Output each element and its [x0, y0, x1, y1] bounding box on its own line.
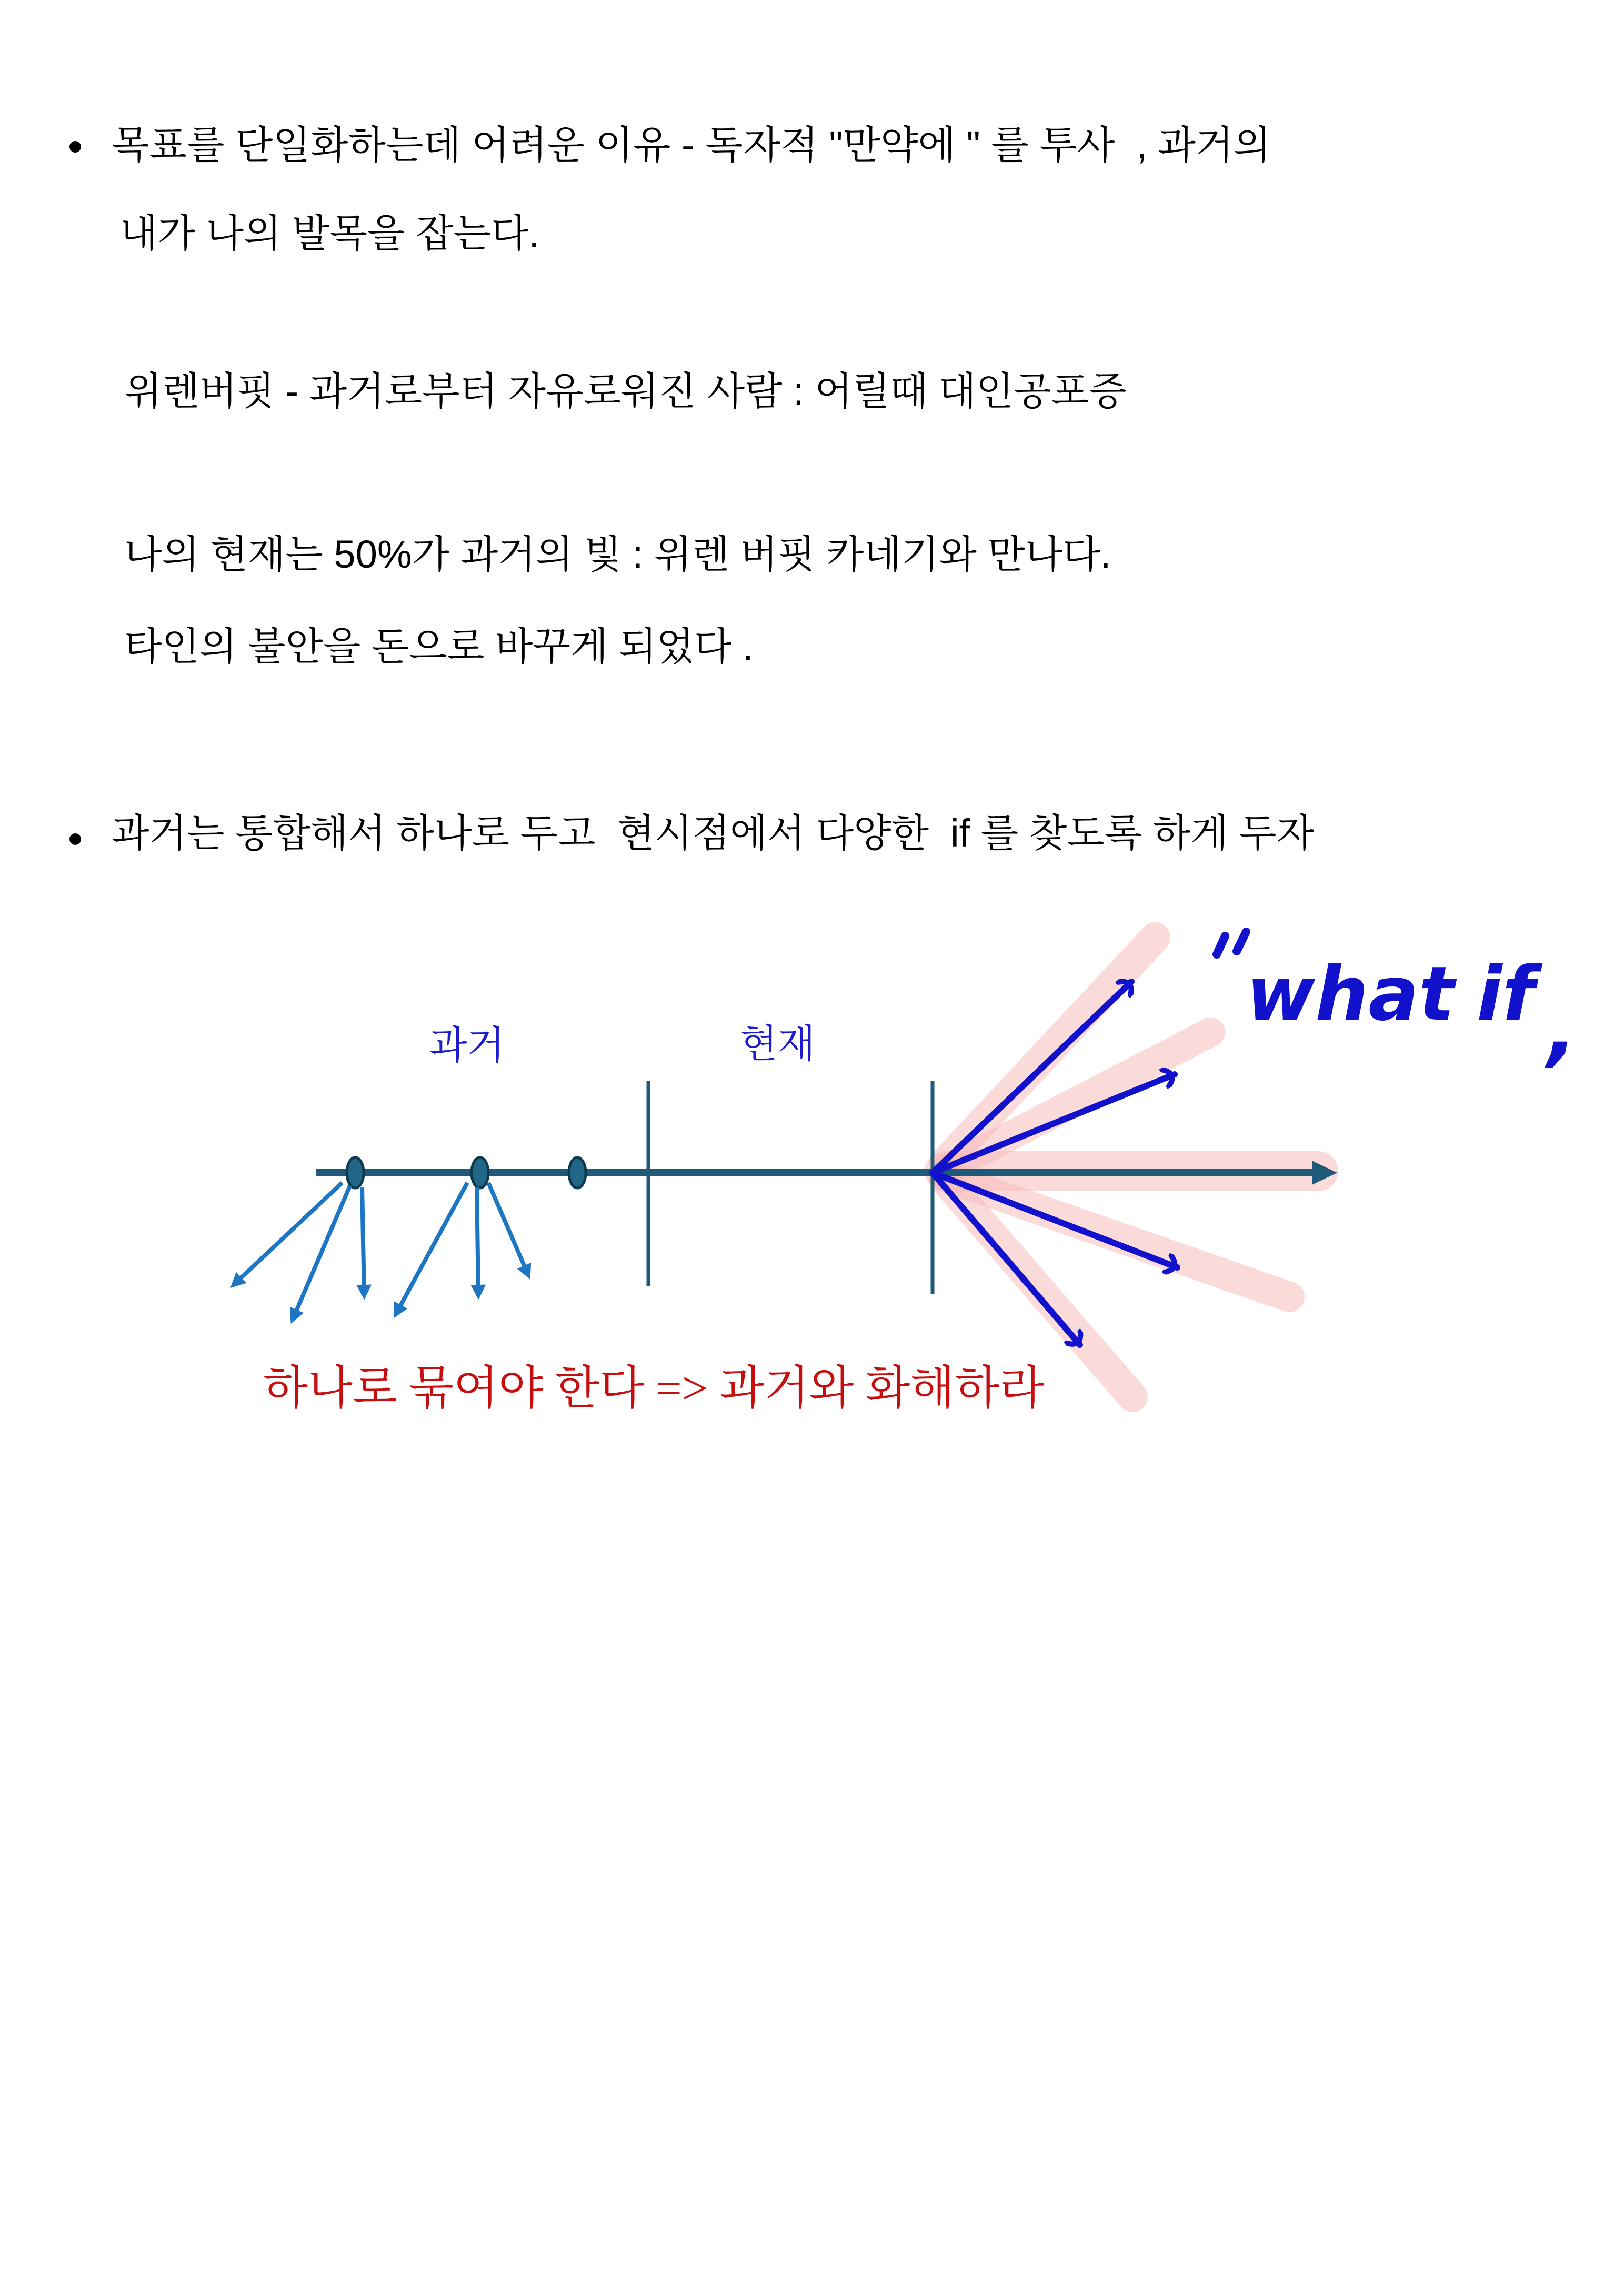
- note-line-goal-1: 목표를 단일화하는데 어려운 이유 - 독자적 "만약에 " 를 투사 , 과거의: [112, 123, 1271, 167]
- note-line-goal-2: 내가 나의 발목을 잡는다.: [120, 212, 540, 255]
- past-arrow: [234, 1183, 342, 1285]
- timeline-event-dot: [472, 1157, 488, 1188]
- past-arrow: [362, 1187, 364, 1295]
- timeline-event-dot: [569, 1157, 586, 1188]
- note-line-buffett: 위렌버핏 - 과거로부터 자유로워진 사람 : 어릴때 대인공포증: [124, 369, 1127, 413]
- note-line-others-anxiety: 타인의 불안을 돈으로 바꾸게 되었다 .: [124, 625, 754, 668]
- conclusion-text: 하나로 묶여야 한다 => 과거와 화해하라: [263, 1363, 1045, 1414]
- note-line-integrate-past: 과거는 통합해서 하나로 두고 현시점에서 다양한 if 를 찾도록 하게 두자: [112, 811, 1315, 855]
- handwriting-comma: ,: [1547, 984, 1577, 1075]
- note-line-present50: 나의 현재는 50%가 과거의 빛 : 위렌 버핏 카네기와 만나다.: [124, 532, 1111, 576]
- handwriting-if: if: [1477, 951, 1535, 1038]
- bullet-icon: [69, 141, 81, 153]
- handwritten-quote-icon: [1217, 936, 1225, 954]
- handwritten-annotation: [1217, 932, 1577, 1075]
- past-arrow: [396, 1183, 467, 1314]
- past-arrow: [488, 1183, 528, 1275]
- handwritten-quote-icon: [1237, 932, 1246, 951]
- label-present: 현재: [740, 1023, 815, 1066]
- timeline-event-dot: [347, 1157, 364, 1188]
- past-arrow: [293, 1186, 350, 1320]
- past-if-arrows: [234, 1183, 528, 1320]
- past-arrow: [477, 1187, 478, 1295]
- bullet-icon: [69, 833, 81, 845]
- handwriting-what: what: [1246, 951, 1455, 1038]
- label-past: 과거: [429, 1024, 505, 1068]
